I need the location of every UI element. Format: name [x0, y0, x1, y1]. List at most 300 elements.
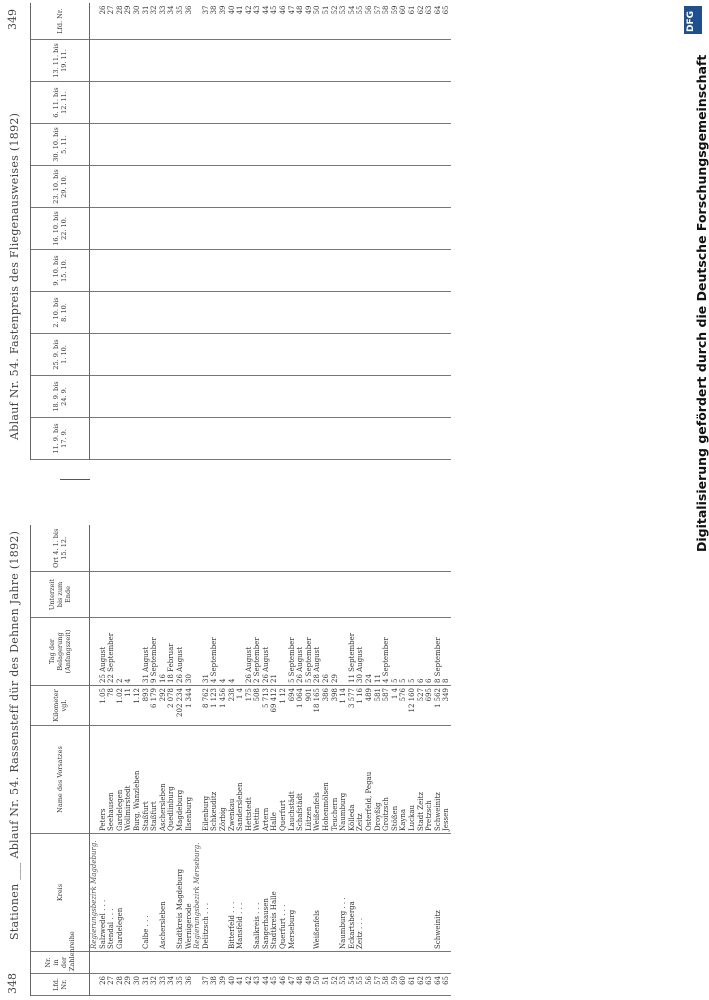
cell-tag: 22 September: [107, 618, 116, 686]
cell-unterzeit: [150, 572, 159, 618]
cell-week: [313, 208, 322, 250]
cell-week: [185, 292, 194, 334]
table-row: [425, 526, 434, 996]
cell-week: [116, 250, 125, 292]
cell-week: [133, 124, 142, 166]
cell-week: [331, 292, 340, 334]
cell-kreis: [150, 834, 159, 952]
table-row: [133, 4, 142, 460]
cell-week: [167, 124, 176, 166]
cell-week: [262, 334, 271, 376]
cell-week: [193, 166, 202, 208]
cell-lfd: [193, 974, 202, 996]
cell-week: [331, 418, 340, 460]
cell-week: [391, 418, 400, 460]
cell-km: 694: [288, 686, 297, 726]
cell-week: [374, 166, 383, 208]
cell-ort: [348, 526, 357, 572]
cell-lfd-nr: 61: [408, 4, 417, 40]
table-row: [116, 4, 125, 460]
cell-week: [176, 334, 185, 376]
cell-nr: [322, 952, 331, 974]
cell-week: [270, 292, 279, 334]
cell-week: [305, 124, 314, 166]
cell-week: [167, 376, 176, 418]
right-page-number: 349: [6, 9, 19, 30]
cell-kreis: [331, 834, 340, 952]
cell-tag: 21: [270, 618, 279, 686]
cell-week: [219, 292, 228, 334]
cell-week: [408, 292, 417, 334]
cell-week: [442, 208, 451, 250]
cell-week: [374, 334, 383, 376]
cell-km: 901: [305, 686, 314, 726]
cell-tag: 25 August: [99, 618, 108, 686]
cell-unterzeit: [288, 572, 297, 618]
cell-week: [90, 166, 99, 208]
cell-week: [193, 334, 202, 376]
cell-kreis: Mansfeld . . .: [236, 834, 245, 952]
cell-week: [365, 334, 374, 376]
cell-week: [331, 250, 340, 292]
cell-nr: [313, 952, 322, 974]
cell-week: [193, 40, 202, 82]
cell-week: [116, 82, 125, 124]
cell-week: [391, 376, 400, 418]
cell-unterzeit: [417, 572, 426, 618]
cell-tag: 5 September: [305, 618, 314, 686]
cell-week: [365, 166, 374, 208]
cell-week: [417, 166, 426, 208]
cell-week: [142, 418, 151, 460]
cell-tag: 30 August: [356, 618, 365, 686]
cell-lfd: 44: [262, 974, 271, 996]
cell-unterzeit: [399, 572, 408, 618]
cell-ort: [262, 526, 271, 572]
cell-week: [176, 418, 185, 460]
cell-tag: 30: [185, 618, 194, 686]
cell-km: 1 123: [210, 686, 219, 726]
cell-week: [382, 292, 391, 334]
cell-week: [150, 208, 159, 250]
cell-week: [339, 334, 348, 376]
cell-unterzeit: [107, 572, 116, 618]
cell-week: [253, 334, 262, 376]
cell-name: Artern: [262, 726, 271, 834]
cell-lfd-nr: 27: [107, 4, 116, 40]
cell-unterzeit: [193, 572, 202, 618]
cell-km: [90, 686, 99, 726]
table-row: [417, 4, 426, 460]
cell-week: [107, 376, 116, 418]
cell-unterzeit: [313, 572, 322, 618]
cell-week: [434, 250, 443, 292]
cell-name: Zeitz: [356, 726, 365, 834]
cell-name: Jessen: [442, 726, 451, 834]
table-row: [219, 4, 228, 460]
cell-week: [245, 166, 254, 208]
left-register-table: [30, 526, 451, 997]
cell-name: Pretzsch: [425, 726, 434, 834]
cell-week: [296, 418, 305, 460]
cell-lfd: 45: [270, 974, 279, 996]
cell-week: [167, 292, 176, 334]
cell-week: [185, 40, 194, 82]
cell-week: [391, 82, 400, 124]
cell-week: [305, 82, 314, 124]
right-page-title: Ablauf Nr. 54. Fastenpreis des Fliegenausweises (1892): [8, 112, 21, 440]
cell-lfd-nr: 56: [365, 4, 374, 40]
cell-week: [253, 418, 262, 460]
cell-kreis: [296, 834, 305, 952]
cell-week: [124, 208, 133, 250]
cell-week: [442, 82, 451, 124]
cell-week: [133, 208, 142, 250]
cell-ort: [305, 526, 314, 572]
cell-week: [399, 40, 408, 82]
cell-week: [142, 208, 151, 250]
cell-km: 587: [382, 686, 391, 726]
cell-week: [270, 250, 279, 292]
cell-week: [408, 40, 417, 82]
cell-ort: [442, 526, 451, 572]
table-row: [90, 4, 99, 460]
cell-week: [176, 250, 185, 292]
cell-week: [270, 418, 279, 460]
gutter-rule: [60, 479, 90, 480]
cell-week: [305, 292, 314, 334]
cell-week: [167, 40, 176, 82]
cell-kreis: Gardelegen: [116, 834, 125, 952]
cell-km: 12 160: [408, 686, 417, 726]
cell-ort: [245, 526, 254, 572]
cell-unterzeit: [176, 572, 185, 618]
cell-week: [262, 40, 271, 82]
cell-week: [133, 376, 142, 418]
cell-week: [159, 40, 168, 82]
table-row: [425, 4, 434, 460]
cell-week: [142, 166, 151, 208]
cell-week: [90, 40, 99, 82]
col-zahlenreihe: Nr. in der Zahlenreihe: [31, 952, 90, 974]
cell-unterzeit: [219, 572, 228, 618]
cell-week: [210, 418, 219, 460]
cell-week: [339, 166, 348, 208]
cell-week: [279, 250, 288, 292]
cell-ort: [176, 526, 185, 572]
cell-week: [176, 166, 185, 208]
cell-week: [382, 82, 391, 124]
cell-km: 1.05: [99, 686, 108, 726]
cell-week: [425, 376, 434, 418]
cell-week: [296, 376, 305, 418]
table-row: [150, 526, 159, 996]
cell-week: [408, 82, 417, 124]
week-col-8: 6. 11. bis 12. 11.: [31, 82, 90, 124]
cell-week: [348, 250, 357, 292]
cell-kreis: [365, 834, 374, 952]
cell-unterzeit: [236, 572, 245, 618]
cell-lfd: 34: [167, 974, 176, 996]
cell-nr: [434, 952, 443, 974]
table-row: [391, 4, 400, 460]
cell-week: [331, 82, 340, 124]
cell-week: [296, 292, 305, 334]
cell-kreis: [245, 834, 254, 952]
cell-tag: 28 August: [313, 618, 322, 686]
cell-kreis: [391, 834, 400, 952]
cell-week: [313, 40, 322, 82]
cell-week: [262, 124, 271, 166]
cell-name: Halle: [270, 726, 279, 834]
cell-week: [124, 292, 133, 334]
cell-week: [150, 250, 159, 292]
cell-week: [408, 418, 417, 460]
cell-tag: 5: [391, 618, 400, 686]
cell-lfd: 49: [305, 974, 314, 996]
cell-lfd-nr: 42: [245, 4, 254, 40]
cell-week: [228, 166, 237, 208]
cell-name: Kayna: [399, 726, 408, 834]
cell-tag: 6: [425, 618, 434, 686]
table-row: [322, 4, 331, 460]
cell-nr: [99, 952, 108, 974]
cell-week: [365, 124, 374, 166]
cell-name: Schkeuditz: [210, 726, 219, 834]
cell-lfd: 60: [399, 974, 408, 996]
cell-week: [356, 166, 365, 208]
cell-week: [434, 208, 443, 250]
cell-tag: 26 August: [296, 618, 305, 686]
cell-week: [288, 292, 297, 334]
cell-week: [348, 334, 357, 376]
group-heading-row: [90, 526, 99, 996]
cell-week: [202, 40, 211, 82]
cell-week: [150, 418, 159, 460]
cell-ort: [356, 526, 365, 572]
table-row: [176, 4, 185, 460]
cell-tag: 5 September: [288, 618, 297, 686]
cell-week: [374, 124, 383, 166]
cell-week: [348, 208, 357, 250]
cell-week: [116, 40, 125, 82]
cell-km: 11: [124, 686, 133, 726]
cell-week: [270, 208, 279, 250]
table-row: [313, 4, 322, 460]
cell-week: [425, 166, 434, 208]
cell-tag: 11 September: [348, 618, 357, 686]
week-col-0: 11. 9. bis 17. 9.: [31, 418, 90, 460]
cell-lfd-nr: 43: [253, 4, 262, 40]
table-row: [124, 526, 133, 996]
cell-kreis: Stadtkreis Magdeburg: [176, 834, 185, 952]
cell-week: [322, 250, 331, 292]
cell-week: [296, 250, 305, 292]
cell-week: [210, 250, 219, 292]
cell-week: [219, 250, 228, 292]
cell-lfd: 51: [322, 974, 331, 996]
cell-week: [279, 124, 288, 166]
cell-tag: 26: [322, 618, 331, 686]
cell-lfd-nr: 53: [339, 4, 348, 40]
cell-week: [442, 376, 451, 418]
table-row: [236, 4, 245, 460]
cell-tag: 4: [219, 618, 228, 686]
cell-week: [228, 376, 237, 418]
cell-week: [434, 40, 443, 82]
cell-kreis: Eckartsberga: [348, 834, 357, 952]
table-row: [305, 4, 314, 460]
cell-name: Kölleda: [348, 726, 357, 834]
cell-week: [167, 418, 176, 460]
cell-week: [159, 292, 168, 334]
cell-week: [150, 82, 159, 124]
cell-lfd-nr: 33: [159, 4, 168, 40]
table-row: [262, 4, 271, 460]
cell-kreis: Bitterfeld . . .: [228, 834, 237, 952]
cell-week: [236, 292, 245, 334]
cell-week: [425, 418, 434, 460]
table-row: [417, 526, 426, 996]
cell-week: [270, 166, 279, 208]
cell-km: 398: [331, 686, 340, 726]
cell-week: [167, 250, 176, 292]
cell-lfd: 59: [391, 974, 400, 996]
cell-ort: [425, 526, 434, 572]
cell-km: 1 4: [391, 686, 400, 726]
cell-km: 1.02: [116, 686, 125, 726]
cell-week: [279, 208, 288, 250]
cell-week: [374, 292, 383, 334]
cell-ort: [365, 526, 374, 572]
cell-week: [356, 40, 365, 82]
cell-unterzeit: [116, 572, 125, 618]
cell-week: [185, 334, 194, 376]
cell-week: [107, 208, 116, 250]
cell-week: [262, 166, 271, 208]
cell-lfd: 62: [417, 974, 426, 996]
cell-lfd: 30: [133, 974, 142, 996]
cell-lfd-nr: 35: [176, 4, 185, 40]
cell-week: [374, 82, 383, 124]
week-col-9: 13. 11. bis 19. 11.: [31, 40, 90, 82]
cell-week: [236, 376, 245, 418]
cell-week: [150, 376, 159, 418]
cell-week: [365, 40, 374, 82]
table-row: [331, 4, 340, 460]
cell-nr: [348, 952, 357, 974]
cell-nr: [133, 952, 142, 974]
cell-name: Aschersleben: [159, 726, 168, 834]
cell-lfd: 65: [442, 974, 451, 996]
cell-week: [193, 292, 202, 334]
cell-week: [288, 82, 297, 124]
cell-week: [322, 166, 331, 208]
cell-week: [210, 376, 219, 418]
cell-week: [133, 82, 142, 124]
cell-week: [159, 334, 168, 376]
cell-ort: [434, 526, 443, 572]
cell-week: [236, 208, 245, 250]
cell-week: [417, 292, 426, 334]
cell-week: [374, 208, 383, 250]
cell-kreis: [210, 834, 219, 952]
cell-week: [331, 376, 340, 418]
cell-ort: [107, 526, 116, 572]
cell-week: [193, 376, 202, 418]
cell-tag: 4: [228, 618, 237, 686]
table-row: [399, 4, 408, 460]
cell-week: [99, 418, 108, 460]
cell-week: [193, 418, 202, 460]
left-table-header-row: [31, 526, 90, 996]
cell-week: [279, 376, 288, 418]
table-row: [159, 4, 168, 460]
cell-unterzeit: [202, 572, 211, 618]
cell-lfd-nr: 32: [150, 4, 159, 40]
cell-week: [417, 82, 426, 124]
table-row: [270, 526, 279, 996]
col-km: Kilometer vgl.: [31, 686, 90, 726]
cell-lfd-nr: 31: [142, 4, 151, 40]
cell-week: [356, 250, 365, 292]
cell-kreis: Saalkreis . . .: [253, 834, 262, 952]
cell-lfd: 63: [425, 974, 434, 996]
cell-lfd-nr: 30: [133, 4, 142, 40]
cell-week: [176, 208, 185, 250]
cell-lfd-nr: 47: [288, 4, 297, 40]
cell-kreis: [408, 834, 417, 952]
table-row: [99, 526, 108, 996]
cell-week: [305, 418, 314, 460]
cell-week: [288, 334, 297, 376]
cell-week: [288, 376, 297, 418]
cell-ort: [382, 526, 391, 572]
cell-week: [133, 40, 142, 82]
table-row: [245, 4, 254, 460]
cell-week: [228, 124, 237, 166]
cell-week: [116, 418, 125, 460]
cell-week: [382, 250, 391, 292]
cell-week: [262, 82, 271, 124]
cell-week: [382, 124, 391, 166]
cell-week: [185, 208, 194, 250]
cell-week: [331, 334, 340, 376]
cell-week: [305, 250, 314, 292]
cell-week: [391, 334, 400, 376]
cell-ort: [322, 526, 331, 572]
cell-week: [296, 208, 305, 250]
table-row: [99, 4, 108, 460]
cell-week: [219, 376, 228, 418]
col-ort: Ort 4. 1. bis 15. 12.: [31, 526, 90, 572]
cell-lfd-nr: 39: [219, 4, 228, 40]
cell-kreis: [382, 834, 391, 952]
cell-lfd: 26: [99, 974, 108, 996]
table-row: [142, 526, 151, 996]
cell-week: [356, 334, 365, 376]
cell-nr: [167, 952, 176, 974]
cell-week: [116, 208, 125, 250]
cell-week: [296, 40, 305, 82]
cell-unterzeit: [133, 572, 142, 618]
cell-lfd: 47: [288, 974, 297, 996]
cell-week: [107, 166, 116, 208]
cell-name: Seehausen: [107, 726, 116, 834]
cell-week: [434, 124, 443, 166]
cell-week: [399, 208, 408, 250]
cell-week: [270, 334, 279, 376]
